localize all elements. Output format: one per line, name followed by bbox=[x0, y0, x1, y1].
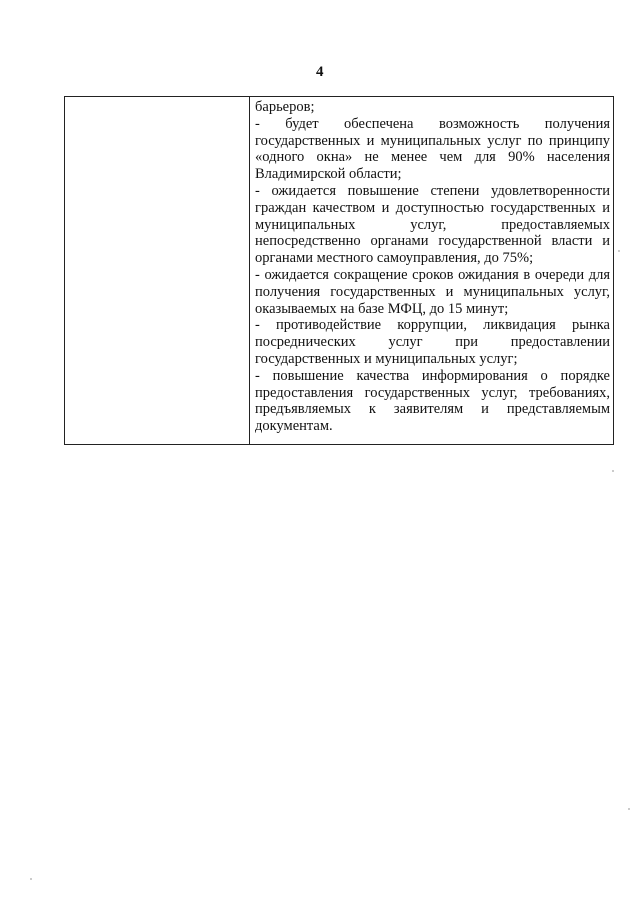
paragraph-one-window: - будет обеспечена возможность получения государственных и муниципальных услуг по принципу «одного окна» не менее чем для 90% населения Владимирской области; bbox=[255, 115, 610, 183]
table-cell-left bbox=[65, 97, 250, 444]
paragraph-queue-time: - ожидается сокращение сроков ожидания в очереди для получения государственных и муниципальных услуг, оказываемых на базе МФЦ, до 15 минут; bbox=[255, 266, 610, 317]
table-cell-right bbox=[250, 97, 613, 444]
paragraph-anticorruption: - противодействие коррупции, ликвидация рынка посреднических услуг при предоставлении государственных и муниципальных услуг; bbox=[255, 317, 610, 367]
scan-speck bbox=[612, 470, 614, 472]
page-number: 4 bbox=[316, 64, 324, 80]
paragraph-information-quality: - повышение качества информирования о порядке предоставления государственных услуг, требованиях, предъявляемых к заявителям и представляемым документам. bbox=[255, 367, 610, 435]
scan-speck bbox=[30, 878, 32, 880]
scan-speck bbox=[618, 250, 620, 252]
paragraph-satisfaction: - ожидается повышение степени удовлетворенности граждан качеством и доступностью государственных и муниципальных услуг, предоставляемых непосредственно органами государственной власти и органами местного самоуправления, до 75%; bbox=[255, 182, 610, 267]
paragraph-barriers: барьеров; bbox=[255, 99, 315, 115]
scan-speck bbox=[628, 808, 630, 810]
document-table bbox=[64, 96, 614, 445]
